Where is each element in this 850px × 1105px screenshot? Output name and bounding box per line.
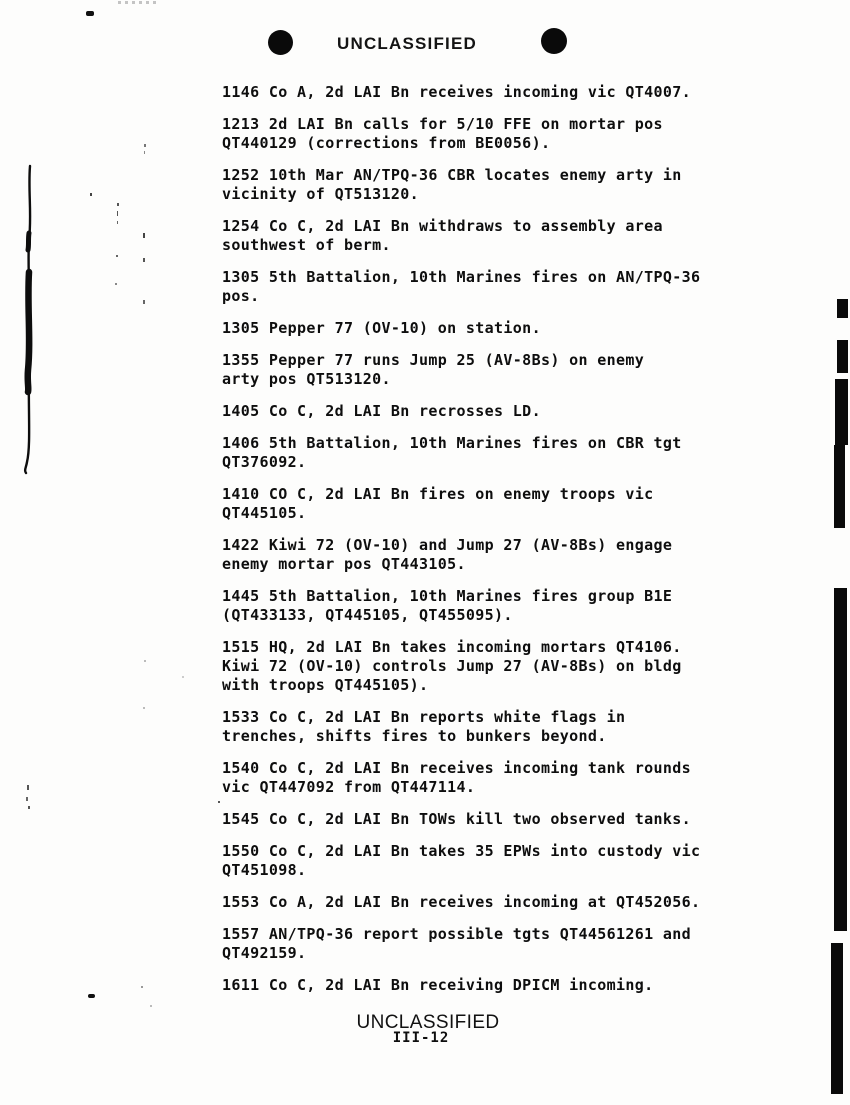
scan-speck [115, 283, 117, 285]
log-entry-line: 1545 Co C, 2d LAI Bn TOWs kill two observed tanks. [222, 810, 692, 828]
log-entry-line: 1515 HQ, 2d LAI Bn takes incoming mortars QT4106. [222, 638, 682, 656]
log-entry [222, 708, 762, 746]
log-entry-line: arty pos QT513120. [222, 370, 391, 388]
log-entry-line: 1305 5th Battalion, 10th Marines fires on AN/TPQ-36 [222, 268, 701, 286]
scan-speck [143, 300, 145, 304]
log-entry [222, 268, 762, 306]
log-entry-line: 1305 Pepper 77 (OV-10) on station. [222, 319, 541, 337]
scan-speck [144, 660, 146, 662]
scan-speck [117, 221, 118, 224]
scan-speck [182, 676, 184, 678]
footer-classification-label: UNCLASSIFIED [356, 1012, 500, 1033]
log-entry [222, 115, 762, 153]
log-entry-line: vicinity of QT513120. [222, 185, 419, 203]
log-entry-line: 1611 Co C, 2d LAI Bn receiving DPICM incoming. [222, 976, 654, 994]
log-entry [222, 434, 762, 472]
hole-punch-dot-right-icon [541, 28, 567, 54]
log-entries [222, 83, 762, 1008]
log-entry-line: (QT433133, QT445105, QT455095). [222, 606, 513, 624]
log-entry-line: QT451098. [222, 861, 307, 879]
log-entry [222, 485, 762, 523]
scan-binding-mark [834, 445, 845, 528]
log-entry-line: 1557 AN/TPQ-36 report possible tgts QT44561261 and [222, 925, 692, 943]
scan-noise-dots [118, 1, 158, 4]
log-entry [222, 83, 762, 102]
margin-squiggle-mark [20, 160, 44, 490]
log-entry [222, 638, 762, 695]
log-entry [222, 319, 762, 338]
log-entry-line: 1146 Co A, 2d LAI Bn receives incoming vic QT4007. [222, 83, 692, 101]
page-number: III-12 [392, 1030, 450, 1046]
log-entry-line: QT445105. [222, 504, 307, 522]
log-entry-line: QT492159. [222, 944, 307, 962]
log-entry-line: with troops QT445105). [222, 676, 429, 694]
log-entry-line: 1254 Co C, 2d LAI Bn withdraws to assembly area [222, 217, 663, 235]
log-entry-line: Kiwi 72 (OV-10) controls Jump 27 (AV-8Bs) on bldg [222, 657, 682, 675]
log-entry [222, 759, 762, 797]
scan-binding-mark [837, 299, 848, 318]
scan-speck [88, 994, 95, 998]
scan-speck [116, 255, 118, 257]
scan-speck [117, 203, 119, 206]
scan-speck [86, 11, 94, 16]
scan-speck [117, 211, 118, 216]
log-entry-line: vic QT447092 from QT447114. [222, 778, 476, 796]
log-entry-line: 1252 10th Mar AN/TPQ-36 CBR locates enemy arty in [222, 166, 682, 184]
log-entry-line: 1550 Co C, 2d LAI Bn takes 35 EPWs into custody vic [222, 842, 701, 860]
log-entry [222, 402, 762, 421]
scan-speck [144, 151, 145, 154]
scan-speck [150, 1005, 152, 1007]
log-entry [222, 587, 762, 625]
scan-speck [144, 144, 146, 147]
log-entry [222, 842, 762, 880]
log-entry [222, 893, 762, 912]
log-entry-line: 1540 Co C, 2d LAI Bn receives incoming tank rounds [222, 759, 692, 777]
log-entry-line: 1213 2d LAI Bn calls for 5/10 FFE on mortar pos [222, 115, 663, 133]
log-entry-line: 1533 Co C, 2d LAI Bn reports white flags in [222, 708, 626, 726]
scan-speck [90, 193, 92, 196]
scan-speck [141, 986, 143, 988]
scan-binding-mark [837, 340, 848, 373]
log-entry-line: QT376092. [222, 453, 307, 471]
scan-speck [143, 233, 145, 238]
log-entry-line: 1406 5th Battalion, 10th Marines fires on CBR tgt [222, 434, 682, 452]
log-entry [222, 810, 762, 829]
log-entry-line: southwest of berm. [222, 236, 391, 254]
scan-speck [28, 806, 30, 809]
log-entry-line: 1355 Pepper 77 runs Jump 25 (AV-8Bs) on enemy [222, 351, 645, 369]
scan-speck [218, 801, 220, 803]
scan-speck [27, 785, 29, 790]
log-entry [222, 925, 762, 963]
log-entry-line: enemy mortar pos QT443105. [222, 555, 466, 573]
log-entry-line: trenches, shifts fires to bunkers beyond. [222, 727, 607, 745]
log-entry [222, 166, 762, 204]
scan-speck [143, 258, 145, 262]
log-entry-line: QT440129 (corrections from BE0056). [222, 134, 551, 152]
log-entry-line: pos. [222, 287, 260, 305]
log-entry-line: 1553 Co A, 2d LAI Bn receives incoming at QT452056. [222, 893, 701, 911]
log-entry-line: 1405 Co C, 2d LAI Bn recrosses LD. [222, 402, 541, 420]
log-entry-line: 1410 CO C, 2d LAI Bn fires on enemy troops vic [222, 485, 654, 503]
scan-binding-mark [831, 943, 843, 1094]
log-entry-line: 1422 Kiwi 72 (OV-10) and Jump 27 (AV-8Bs) engage [222, 536, 673, 554]
log-entry [222, 536, 762, 574]
log-entry [222, 217, 762, 255]
log-entry-line: 1445 5th Battalion, 10th Marines fires group B1E [222, 587, 673, 605]
scan-binding-mark [835, 379, 848, 445]
scan-speck [26, 797, 28, 801]
log-entry [222, 351, 762, 389]
scan-speck [143, 707, 145, 709]
scan-binding-mark [834, 588, 847, 931]
header-classification-label: UNCLASSIFIED [336, 34, 478, 53]
log-entry [222, 976, 762, 995]
